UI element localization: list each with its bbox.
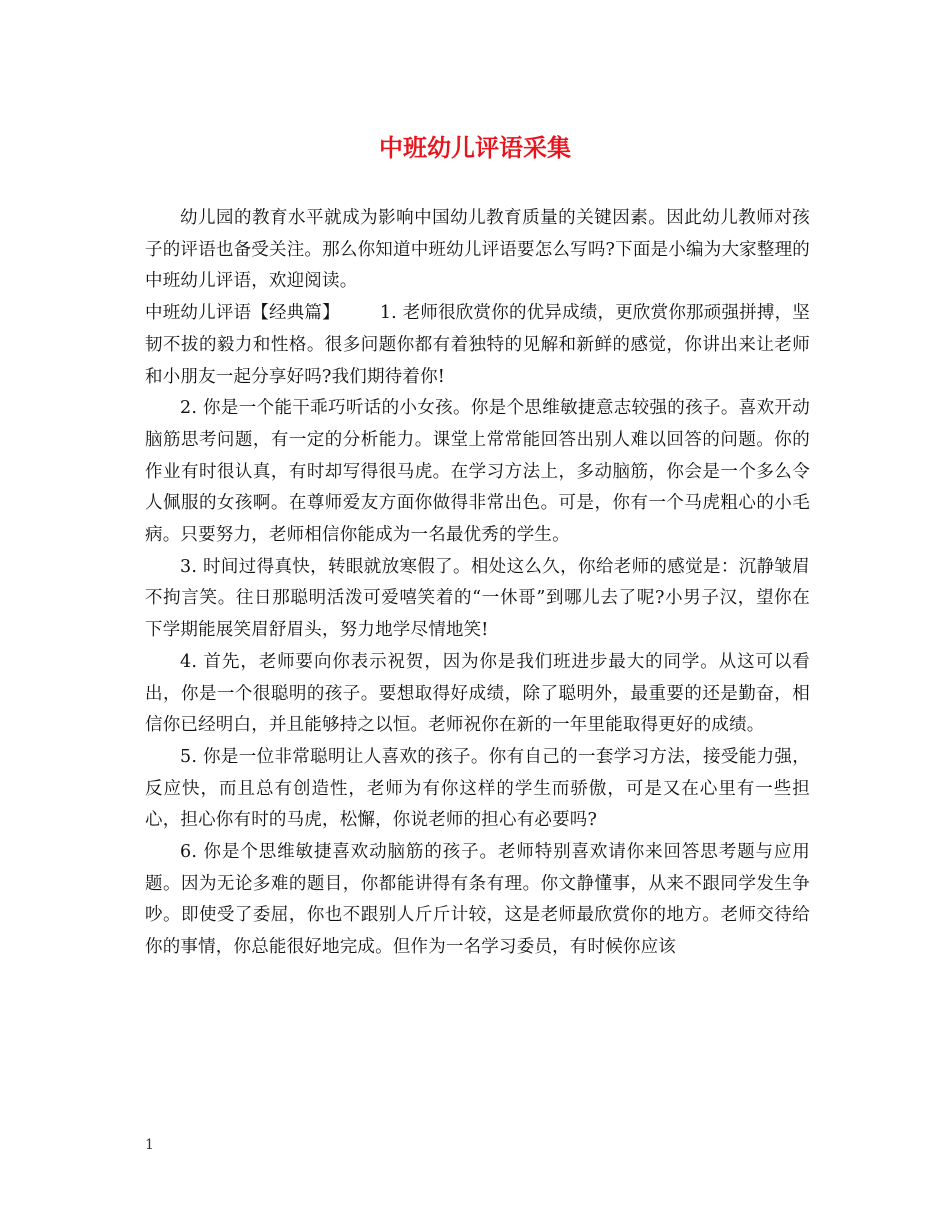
item-5-paragraph: 5. 你是一位非常聪明让人喜欢的孩子。你有自己的一套学习方法，接受能力强，反应快，而且总有创造性，老师为有你这样的学生而骄傲，可是又在心里有一些担心，担心你有时的马虎，松懈，你说老师的担心有必要吗? — [145, 746, 810, 831]
page-number: 1 — [145, 1137, 154, 1153]
document-body — [145, 203, 810, 964]
item-4-paragraph: 4. 首先，老师要向你表示祝贺，因为你是我们班进步最大的同学。从这可以看出，你是一个很聪明的孩子。要想取得好成绩，除了聪明外，最重要的还是勤奋，相信你已经明白，并且能够持之以恒。老师祝你在新的一年里能取得更好的成绩。 — [145, 651, 810, 736]
item-2-paragraph: 2. 你是一个能干乖巧听话的小女孩。你是个思维敏捷意志较强的孩子。喜欢开动脑筋思考问题，有一定的分析能力。课堂上常常能回答出别人难以回答的问题。你的作业有时很认真，有时却写得很马虎。在学习方法上，多动脑筋，你会是一个多么令人佩服的女孩啊。在尊师爱友方面你做得非常出色。可是，你有一个马虎粗心的小毛病。只要努力，老师相信你能成为一名最优秀的学生。 — [145, 398, 810, 546]
item-3-paragraph: 3. 时间过得真快，转眼就放寒假了。相处这么久，你给老师的感觉是：沉静皱眉不拘言笑。往日那聪明活泼可爱嘻笑着的“一休哥”到哪儿去了呢?小男子汉，望你在下学期能展笑眉舒眉头，努力地学尽情地笑! — [145, 556, 810, 641]
section-heading: 中班幼儿评语【经典篇】 — [145, 303, 340, 324]
intro-paragraph: 幼儿园的教育水平就成为影响中国幼儿教育质量的关键因素。因此幼儿教师对孩子的评语也备受关注。那么你知道中班幼儿评语要怎么写吗?下面是小编为大家整理的中班幼儿评语，欢迎阅读。 — [145, 208, 810, 292]
document-title: 中班幼儿评语采集 — [379, 133, 571, 162]
first-item-paragraph — [145, 298, 810, 393]
item-1-text: 1. 老师很欣赏你的优异成绩，更欣赏你那顽强拼搏，坚韧不拔的毅力和性格。很多问题你都有着独特的见解和新鲜的感觉，你讲出来让老师和小朋友一起分享好吗?我们期待着你! — [145, 303, 810, 387]
item-6-paragraph: 6. 你是个思维敏捷喜欢动脑筋的孩子。老师特别喜欢请你来回答思考题与应用题。因为无论多难的题目，你都能讲得有条有理。你文静懂事，从来不跟同学发生争吵。即使受了委屈，你也不跟别人斤斤计较，这是老师最欣赏你的地方。老师交待给你的事情，你总能很好地完成。但作为一名学习委员，有时候你应该 — [145, 842, 810, 958]
